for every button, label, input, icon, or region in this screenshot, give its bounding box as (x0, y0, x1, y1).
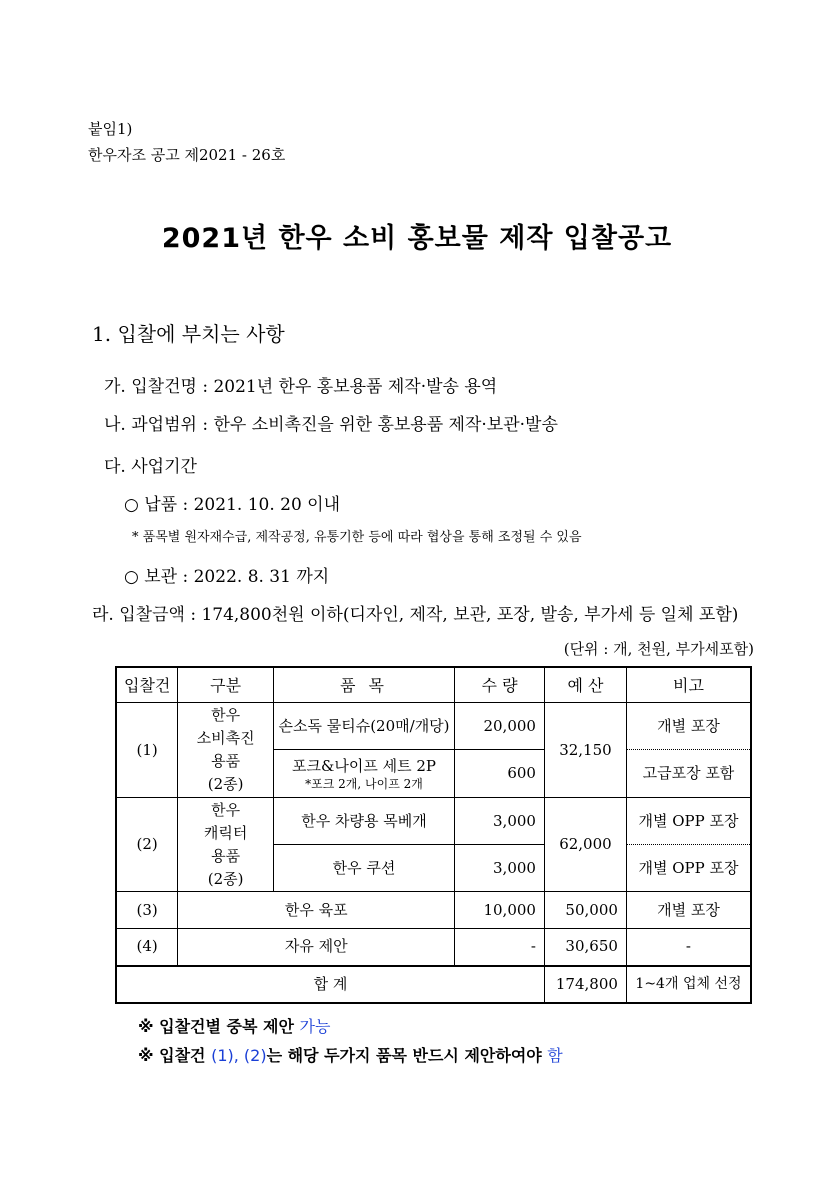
group2-qty2: 3,000 (455, 845, 545, 892)
period-line: 다. 사업기간 (104, 457, 197, 477)
bid-amount-line: 라. 입찰금액 : 174,800천원 이하(디자인, 제작, 보관, 포장, 발송, 부가세 등 일체 포함) (92, 605, 739, 625)
group4-qty: - (455, 929, 545, 966)
header-quantity: 수 량 (455, 667, 545, 703)
remark-highlight: 가능 (299, 1017, 331, 1036)
header-bid-no: 입찰건 (116, 667, 178, 703)
total-budget: 174,800 (544, 966, 626, 1003)
total-label: 합 계 (116, 966, 544, 1003)
table-total-row (116, 966, 751, 1003)
group3-item: 한우 육포 (178, 892, 455, 929)
group4-note: - (626, 929, 751, 966)
group3-qty: 10,000 (455, 892, 545, 929)
group2-note2: 개별 OPP 포장 (626, 845, 751, 892)
scope-line: 나. 과업범위 : 한우 소비촉진을 위한 홍보용품 제작·보관·발송 (104, 415, 558, 435)
table-row (116, 892, 751, 929)
item-label: 포크&나이프 세트 2P (292, 756, 436, 775)
delivery-line: ○ 납품 : 2021. 10. 20 이내 (124, 495, 341, 515)
group2-budget: 62,000 (544, 798, 626, 892)
category-line: 소비촉진 (196, 729, 255, 747)
section-heading: 1. 입찰에 부치는 사항 (92, 322, 285, 346)
table-row (116, 798, 751, 845)
header-remarks: 비고 (626, 667, 751, 703)
total-note: 1~4개 업체 선정 (626, 966, 751, 1003)
group1-qty2: 600 (455, 750, 545, 798)
group2-item2: 한우 쿠션 (273, 845, 454, 892)
table-header-row (116, 667, 751, 703)
group1-note1: 개별 포장 (626, 703, 751, 750)
remark-text: ※ 입찰건별 중복 제안 (138, 1017, 300, 1036)
storage-line: ○ 보관 : 2022. 8. 31 까지 (124, 567, 330, 587)
group4-id: (4) (116, 929, 178, 966)
category-line: 용품 (211, 752, 241, 770)
remark-highlight: 함 (547, 1046, 563, 1065)
category-line: (2종) (207, 775, 244, 793)
remark-required (138, 1043, 563, 1066)
table-row (116, 703, 751, 750)
remark-text: ※ 입찰건 (138, 1046, 212, 1065)
group1-note2: 고급포장 포함 (626, 750, 751, 798)
header-budget: 예 산 (544, 667, 626, 703)
group2-item1: 한우 차량용 목베개 (273, 798, 454, 845)
category-line: (2종) (207, 869, 244, 888)
group4-budget: 30,650 (544, 929, 626, 966)
delivery-note: * 품목별 원자재수급, 제작공정, 유통기한 등에 따라 협상을 통해 조정될 수 있음 (132, 530, 582, 545)
group1-budget: 32,150 (544, 703, 626, 798)
group3-id: (3) (116, 892, 178, 929)
category-line: 캐릭터 (203, 823, 248, 842)
bid-items-table (115, 666, 752, 1004)
unit-note: (단위 : 개, 천원, 부가세포함) (563, 640, 754, 658)
category-line: 용품 (211, 846, 241, 865)
group3-note: 개별 포장 (626, 892, 751, 929)
remark-text: 는 해당 두가지 품목 반드시 제안하여야 (266, 1046, 548, 1065)
group4-item: 자유 제안 (178, 929, 455, 966)
group2-category (178, 798, 274, 892)
header-item: 품 목 (273, 667, 454, 703)
notice-number: 한우자조 공고 제2021 - 26호 (88, 146, 286, 164)
attachment-label: 붙임1) (88, 120, 133, 138)
table-row (116, 929, 751, 966)
group1-qty1: 20,000 (455, 703, 545, 750)
group2-qty1: 3,000 (455, 798, 545, 845)
remark-highlight: (1), (2) (211, 1046, 267, 1065)
remark-duplicate (138, 1014, 330, 1037)
header-category: 구분 (178, 667, 274, 703)
category-line: 한우 (211, 800, 241, 819)
category-line: 한우 (211, 706, 241, 724)
group1-item1: 손소독 물티슈(20매/개당) (273, 703, 454, 750)
group1-category (178, 703, 274, 798)
page-title: 2021년 한우 소비 홍보물 제작 입찰공고 (161, 223, 673, 254)
bid-name-line: 가. 입찰건명 : 2021년 한우 홍보용품 제작·발송 용역 (104, 377, 498, 397)
group2-note1: 개별 OPP 포장 (626, 798, 751, 845)
item-sub-label: *포크 2개, 나이프 2개 (305, 776, 423, 791)
group1-id: (1) (116, 703, 178, 798)
group2-id: (2) (116, 798, 178, 892)
group1-item2 (273, 750, 454, 798)
group3-budget: 50,000 (544, 892, 626, 929)
